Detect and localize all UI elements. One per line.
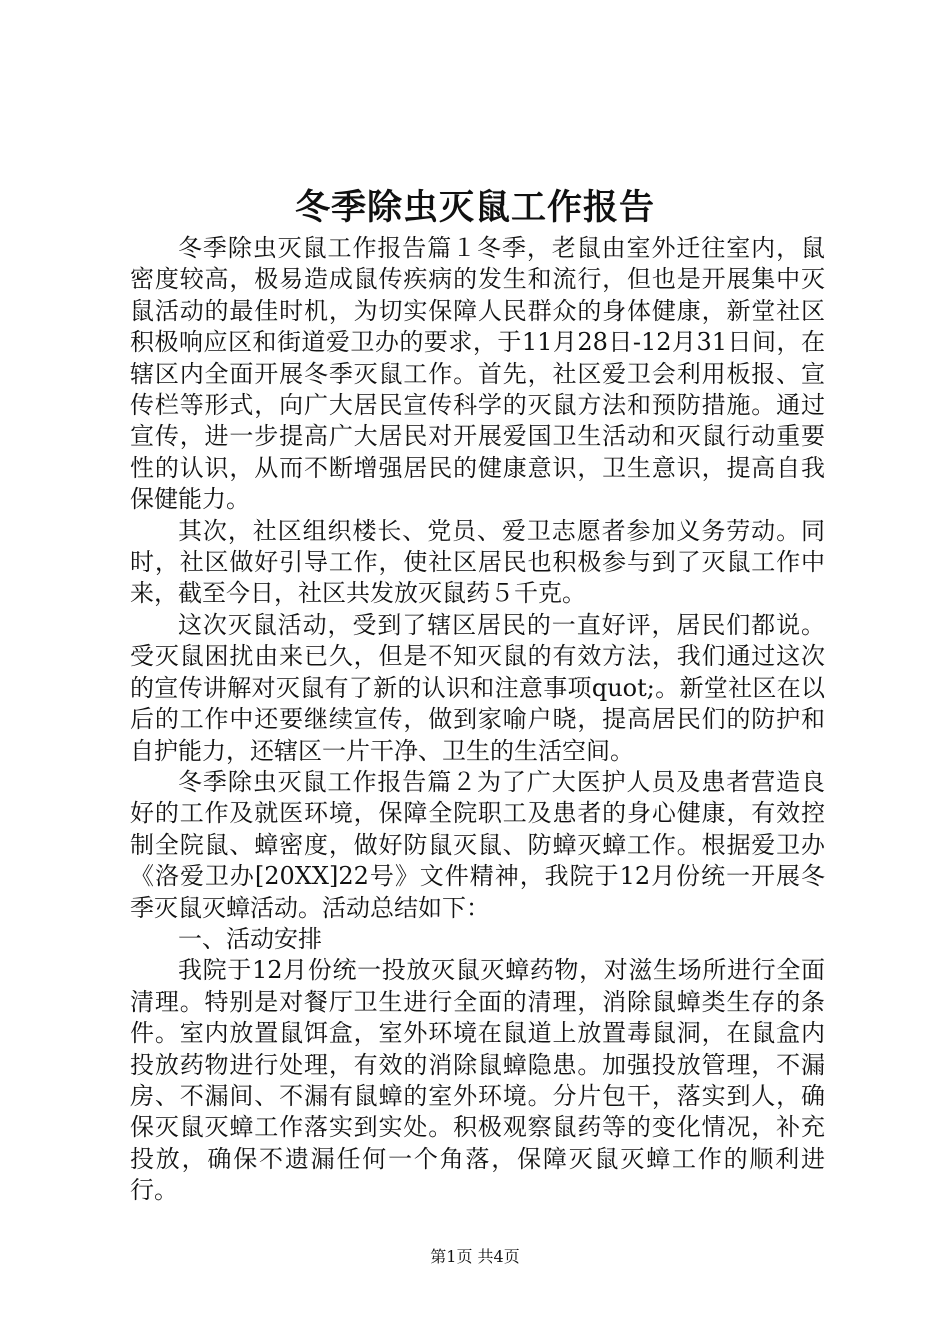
paragraph-4: 冬季除虫灭鼠工作报告篇２为了广大医护人员及患者营造良好的工作及就医环境，保障全院职工及患者的身心健康，有效控制全院鼠、蟑密度，做好防鼠灭鼠、防蟑灭蟑工作。根据爱卫办《洛爱卫办[20XX]22号》文件精神，我院于12月份统一开展冬季灭鼠灭蟑活动。活动总结如下： xyxy=(130,767,825,922)
section-heading: 一、活动安排 xyxy=(178,924,322,953)
page-footer: 第1页 共4页 xyxy=(430,1247,520,1266)
paragraph-3: 这次灭鼠活动，受到了辖区居民的一直好评，居民们都说。受灭鼠困扰由来已久，但是不知灭鼠的有效方法，我们通过这次的宣传讲解对灭鼠有了新的认识和注意事项quot;。新堂社区在以后的工作中还要继续宣传，做到家喻户晓，提高居民们的防护和自护能力，还辖区一片干净、卫生的生活空间。 xyxy=(130,610,825,765)
paragraph-1: 冬季除虫灭鼠工作报告篇１冬季，老鼠由室外迁往室内，鼠密度较高，极易造成鼠传疾病的发生和流行，但也是开展集中灭鼠活动的最佳时机，为切实保障人民群众的身体健康，新堂社区积极响应区和街道爱卫办的要求，于11月28日-12月31日间，在辖区内全面开展冬季灭鼠工作。首先，社区爱卫会利用板报、宣传栏等形式，向广大居民宣传科学的灭鼠方法和预防措施。通过宣传，进一步提高广大居民对开展爱国卫生活动和灭鼠行动重要性的认识，从而不断增强居民的健康意识，卫生意识，提高自我保健能力。 xyxy=(130,234,825,514)
document-body xyxy=(130,233,825,1207)
paragraph-5: 我院于12月份统一投放灭鼠灭蟑药物，对滋生场所进行全面清理。特别是对餐厅卫生进行全面的清理，消除鼠蟑类生存的条件。室内放置鼠饵盒，室外环境在鼠道上放置毒鼠洞，在鼠盒内投放药物进行处理，有效的消除鼠蟑隐患。加强投放管理，不漏房、不漏间、不漏有鼠蟑的室外环境。分片包干，落实到人，确保灭鼠灭蟑工作落实到实处。积极观察鼠药等的变化情况，补充投放，确保不遗漏任何一个角落，保障灭鼠灭蟑工作的顺利进行。 xyxy=(130,956,825,1205)
document-title: 冬季除虫灭鼠工作报告 xyxy=(294,187,655,228)
paragraph-2: 其次，社区组织楼长、党员、爱卫志愿者参加义务劳动。同时，社区做好引导工作，使社区居民也积极参与到了灭鼠工作中来，截至今日，社区共发放灭鼠药５千克。 xyxy=(130,516,825,608)
